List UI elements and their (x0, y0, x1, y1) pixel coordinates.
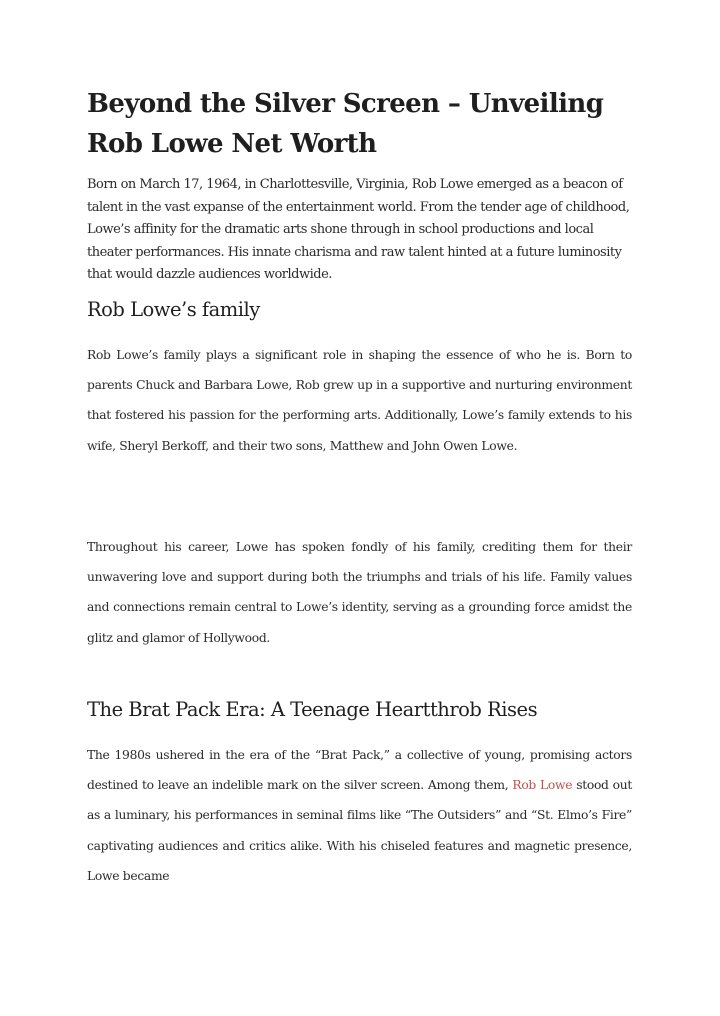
article-title: Beyond the Silver Screen – Unveiling Rob Lowe Net Worth (87, 89, 604, 159)
brat-pack-text-after-link: stood out as a luminary, his performances in seminal films like “The Outsiders” and “St. Elmo’s Fire” captivating audiences and critics alike. With his chiseled features and magnetic presence, Lowe became (87, 778, 632, 883)
family-paragraph-2: Throughout his career, Lowe has spoken fondly of his family, crediting them for their unwavering love and support during both the triumphs and trials of his life. Family values and connections remain central to Lowe’s identity, serving as a grounding force amidst the glitz and glamor of Hollywood. (87, 540, 632, 645)
family-heading: Rob Lowe’s family (87, 298, 260, 321)
brat-pack-text-before-link: The 1980s ushered in the era of the “Brat Pack,” a collective of young, promising actors destined to leave an indelible mark on the silver screen. Among them, (87, 748, 632, 793)
brat-pack-heading: The Brat Pack Era: A Teenage Heartthrob Rises (87, 698, 538, 721)
family-paragraph-1: Rob Lowe’s family plays a significant role in shaping the essence of who he is. Born to parents Chuck and Barbara Lowe, Rob grew up in a supportive and nurturing environment that fostered his passion for the performing arts. Additionally, Lowe’s family extends to his wife, Sheryl Berkoff, and their two sons, Matthew and John Owen Lowe. (87, 348, 632, 453)
rob-lowe-link[interactable]: Rob Lowe (512, 778, 573, 793)
brat-pack-paragraph (87, 740, 632, 891)
intro-paragraph: Born on March 17, 1964, in Charlottesville, Virginia, Rob Lowe emerged as a beacon of talent in the vast expanse of the entertainment world. From the tender age of childhood, Lowe’s affinity for the dramatic arts shone through in school productions and local theater performances. His innate charisma and raw talent hinted at a future luminosity that would dazzle audiences worldwide. (87, 177, 630, 282)
